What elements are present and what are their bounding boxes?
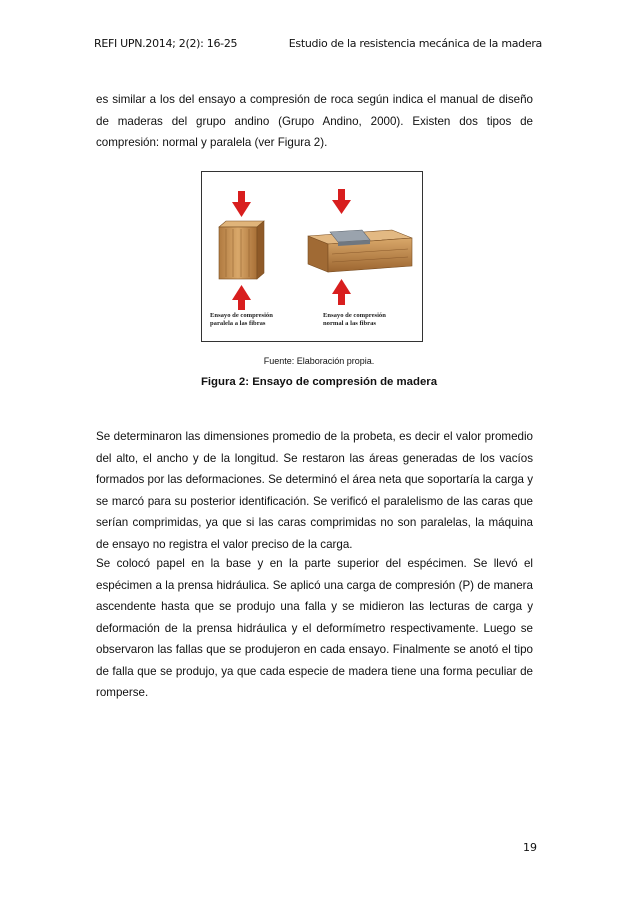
arrow-up-icon-normal: [332, 279, 351, 305]
running-header-title: Estudio de la resistencia mecánica de la madera: [288, 37, 542, 50]
wood-block-parallel: [219, 221, 264, 279]
label-parallel-compression: Ensayo de compresión paralela a las fibras: [210, 312, 273, 327]
compression-test-figure: [201, 171, 423, 342]
running-header-citation: REFI UPN.2014; 2(2): 16-25: [94, 37, 238, 50]
arrow-down-icon-normal: [332, 189, 351, 214]
arrow-down-icon-parallel: [232, 191, 251, 217]
body-paragraph-1: es similar a los del ensayo a compresión de roca según indica el manual de diseño de maderas del grupo andino (Grupo Andino, 2000). Existen dos tipos de compresión: normal y paralela (ver Figura 2).: [96, 93, 533, 149]
wood-beam-normal: [308, 230, 412, 272]
figure-caption: Figura 2: Ensayo de compresión de madera: [200, 376, 438, 388]
figure-source: Fuente: Elaboración propia.: [263, 356, 375, 366]
arrow-up-icon-parallel: [232, 285, 251, 310]
body-paragraph-3: Se colocó papel en la base y en la parte superior del espécimen. Se llevó el espécimen a la prensa hidráulica. Se aplicó una carga de compresión (P) de manera ascendente hasta que se produjo una falla y se midieron las lecturas de carga y deformación de la prensa hidráulica y el deformímetro respectivamente. Luego se observaron las fallas que se produjeron en cada ensayo. Finalmente se anotó el tipo de falla que se produjo, ya que cada especie de madera tiene una forma peculiar de romperse.: [96, 557, 533, 699]
page-number: 19: [523, 841, 537, 854]
label-normal-compression: Ensayo de compresión normal a las fibras: [323, 312, 386, 327]
body-paragraph-2: Se determinaron las dimensiones promedio de la probeta, es decir el valor promedio del alto, el ancho y de la longitud. Se restaron las áreas generadas de los vacíos formados por las deformaciones. Se determinó el área neta que soportaría la carga y se marcó para su posterior identificación. Se verificó el paralelismo de las caras que serían comprimidas, ya que si las caras comprimidas no son paralelas, la máquina de ensayo no registra el valor preciso de la carga.: [96, 430, 533, 551]
